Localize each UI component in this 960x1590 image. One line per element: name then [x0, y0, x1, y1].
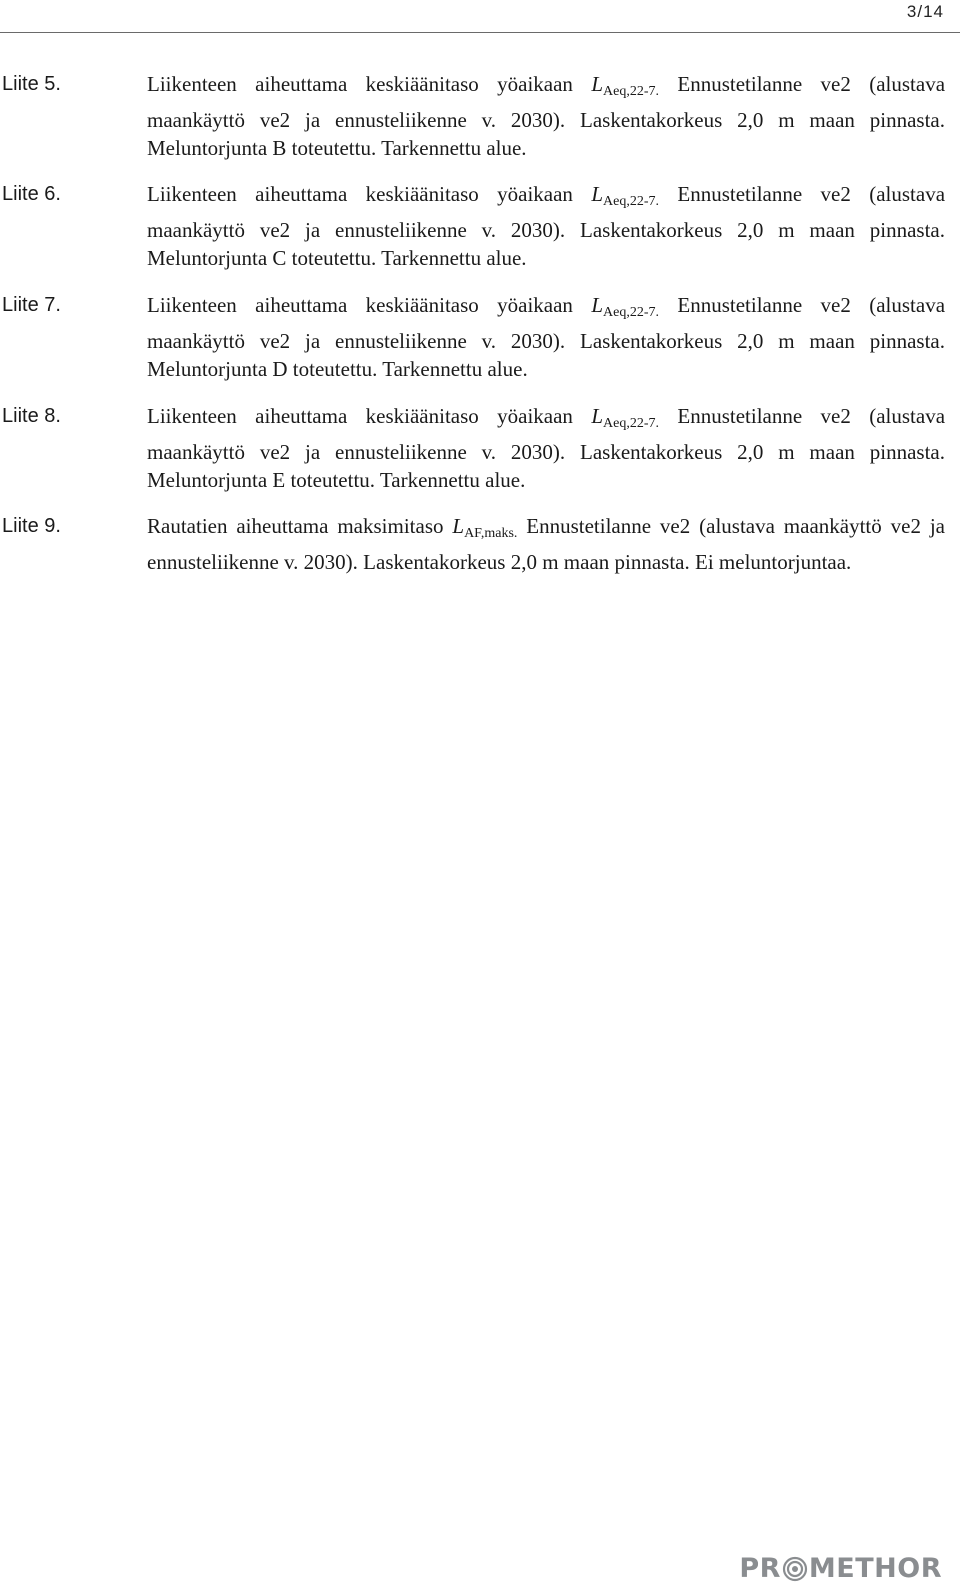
description-text: Liikenteen aiheuttama keskiäänitaso yöaikaan	[147, 72, 592, 96]
appendix-description	[147, 402, 945, 494]
description-text: Liikenteen aiheuttama keskiäänitaso yöaikaan	[147, 404, 592, 428]
promethor-logo	[739, 1553, 942, 1584]
description-text-rest: Ennustetilanne ve2 (alustava maankäyttö ve2 ja ennusteliikenne v. 2030). Laskentakorkeus 2,0 m maan pinnasta. Meluntorjunta D toteutettu. Tarkennettu alue.	[147, 293, 946, 381]
description-text: Liikenteen aiheuttama keskiäänitaso yöaikaan	[147, 182, 592, 206]
appendix-label: Liite 8.	[2, 405, 61, 427]
appendix-label: Liite 6.	[2, 183, 61, 205]
appendix-description	[147, 70, 945, 162]
level-subscript: Aeq,22-7.	[603, 305, 659, 320]
description-text-rest: Ennustetilanne ve2 (alustava maankäyttö ve2 ja ennusteliikenne v. 2030). Laskentakorkeus 2,0 m maan pinnasta. Ei meluntorjuntaa.	[147, 514, 945, 574]
level-subscript: Aeq,22-7.	[603, 84, 659, 99]
description-text: Liikenteen aiheuttama keskiäänitaso yöaikaan	[147, 293, 592, 317]
description-text-rest: Ennustetilanne ve2 (alustava maankäyttö ve2 ja ennusteliikenne v. 2030). Laskentakorkeus 2,0 m maan pinnasta. Meluntorjunta B toteutettu. Tarkennettu alue.	[147, 72, 946, 160]
logo-text-right: METHOR	[808, 1553, 942, 1584]
appendix-label: Liite 7.	[2, 294, 61, 316]
description-text-rest: Ennustetilanne ve2 (alustava maankäyttö ve2 ja ennusteliikenne v. 2030). Laskentakorkeus 2,0 m maan pinnasta. Meluntorjunta E toteutettu. Tarkennettu alue.	[147, 404, 946, 492]
level-subscript: Aeq,22-7.	[603, 416, 659, 431]
logo-text-left: PR	[739, 1553, 781, 1584]
appendix-label: Liite 9.	[2, 515, 61, 537]
appendix-description	[147, 180, 945, 272]
appendix-label: Liite 5.	[2, 73, 61, 95]
appendix-description	[147, 291, 945, 383]
level-symbol: L	[591, 404, 603, 428]
signal-rings-icon	[782, 1556, 808, 1582]
page-number: 3/14	[906, 2, 944, 21]
level-symbol: L	[591, 72, 603, 96]
description-text-rest: Ennustetilanne ve2 (alustava maankäyttö ve2 ja ennusteliikenne v. 2030). Laskentakorkeus 2,0 m maan pinnasta. Meluntorjunta C toteutettu. Tarkennettu alue.	[147, 182, 946, 270]
header-divider	[0, 32, 960, 33]
appendix-description	[147, 512, 945, 576]
level-symbol: L	[591, 182, 603, 206]
level-symbol: L	[591, 293, 603, 317]
level-subscript: AF,maks.	[464, 526, 518, 541]
description-text: Rautatien aiheuttama maksimitaso	[147, 514, 453, 538]
level-symbol: L	[452, 514, 465, 538]
level-subscript: Aeq,22-7.	[603, 194, 659, 209]
